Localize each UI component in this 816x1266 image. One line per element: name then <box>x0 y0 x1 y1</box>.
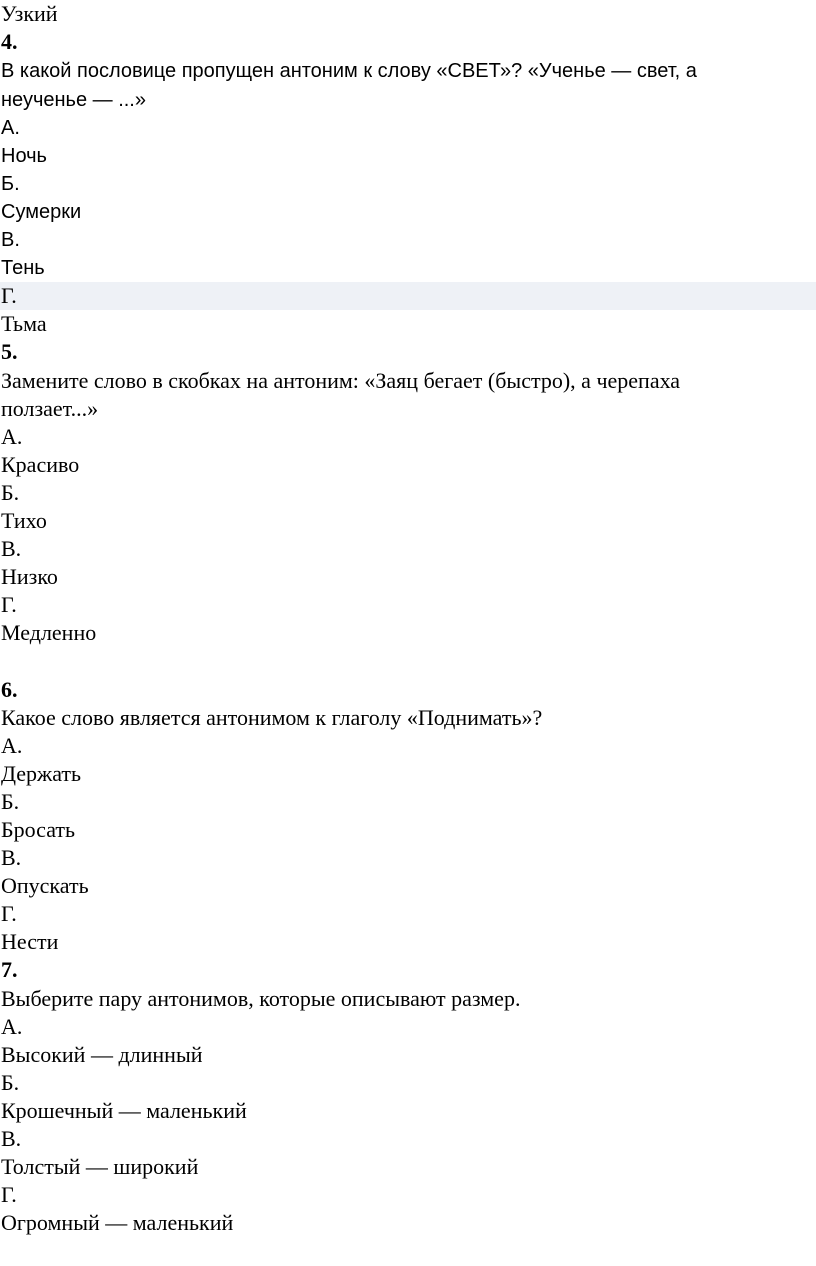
question-4-text-line-2: неученье — ...» <box>1 89 146 111</box>
question-6-option-a-letter: А. <box>1 733 23 758</box>
question-7-text-line-1: Выберите пару антонимов, которые описывают размер. <box>1 986 521 1011</box>
question-5-option-a-text: Красиво <box>1 452 80 477</box>
question-6-option-b-text: Бросать <box>1 817 76 842</box>
question-5-text-line-1: Замените слово в скобках на антоним: «Заяц бегает (быстро), а черепаха <box>1 368 681 393</box>
question-6-option-a-text: Держать <box>1 761 82 786</box>
question-6-text-line-1: Какое слово является антонимом к глаголу «Поднимать»? <box>1 705 543 730</box>
question-5-number: 5. <box>1 339 18 364</box>
question-4-text-line-1: В какой пословице пропущен антоним к слову «СВЕТ»? «Ученье — свет, а <box>1 60 697 82</box>
question-4-number: 4. <box>1 29 18 54</box>
question-4-option-a-text: Ночь <box>1 145 47 167</box>
question-7-option-a-letter: А. <box>1 1014 23 1039</box>
question-5-option-d-letter: Г. <box>1 592 17 617</box>
question-5-option-b-letter: Б. <box>1 480 20 505</box>
question-7-option-b-text: Крошечный — маленький <box>1 1098 247 1123</box>
question-4-option-b-text: Сумерки <box>1 201 82 223</box>
question-5-option-d-text: Медленно <box>1 620 97 645</box>
question-6-option-c-text: Опускать <box>1 873 89 898</box>
question-4-option-c-letter: В. <box>1 229 20 251</box>
question-5-option-b-text: Тихо <box>1 508 47 533</box>
question-6-number: 6. <box>1 677 18 702</box>
question-4-option-a-letter: А. <box>1 117 20 139</box>
question-5-option-c-text: Низко <box>1 564 58 589</box>
question-5-text-line-2: ползает...» <box>1 396 99 421</box>
question-7-option-c-text: Толстый — широкий <box>1 1154 199 1179</box>
question-7-option-a-text: Высокий — длинный <box>1 1042 203 1067</box>
question-5-option-c-letter: В. <box>1 536 22 561</box>
question-7-option-b-letter: Б. <box>1 1070 20 1095</box>
question-4-option-b-letter: Б. <box>1 173 20 195</box>
question-6-option-d-text: Нести <box>1 929 59 954</box>
question-6-option-c-letter: В. <box>1 845 22 870</box>
question-6-option-d-letter: Г. <box>1 901 17 926</box>
question-7-option-d-text: Огромный — маленький <box>1 1210 234 1235</box>
previous-answer-fragment: Узкий <box>1 1 58 26</box>
question-4-option-d-letter: Г. <box>0 282 816 310</box>
question-7-option-c-letter: В. <box>1 1126 22 1151</box>
question-4-option-d-text: Тьма <box>1 311 47 336</box>
question-4-option-c-text: Тень <box>1 257 45 279</box>
question-7-number: 7. <box>1 957 18 982</box>
question-7-option-d-letter: Г. <box>1 1182 17 1207</box>
question-6-option-b-letter: Б. <box>1 789 20 814</box>
question-5-option-a-letter: А. <box>1 424 23 449</box>
